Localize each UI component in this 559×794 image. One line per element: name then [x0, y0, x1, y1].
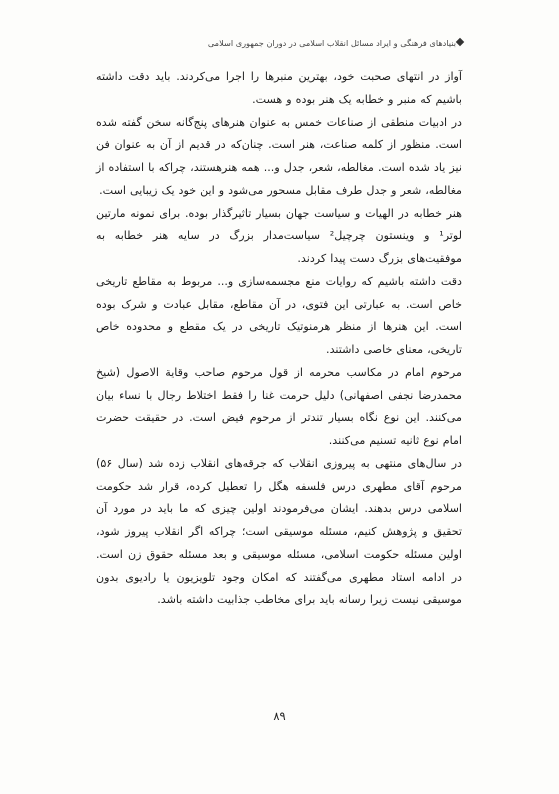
running-head-ornament [456, 38, 464, 46]
page-number: ۸۹ [273, 709, 286, 723]
body-text [96, 66, 462, 612]
running-head: بنیادهای فرهنگی و ایراد مسائل انقلاب اسلامی در دوران جمهوری اسلامی [207, 38, 456, 48]
paragraph-2: در ادبیات منطقی از صناعات خمس به عنوان هنرهای پنج‌گانه سخن گفته شده است. منظور از کلمه صناعت، هنر است. چنان‌که در قدیم از آن به عنوان فن نیز یاد شده است. مغالطه، شعر، جدل و... همه هنرهستند، چراکه با استفاده از مغالطه، شعر و جدل طرف مقابل مسحور می‌شود و این خود یک زیبایی است. [96, 115, 462, 197]
paragraph-1: آواز در انتهای صحبت خود، بهترین منبرها را اجرا می‌کردند. باید دقت داشته باشیم که منبر و خطابه یک هنر بوده و هست. [96, 70, 462, 106]
paragraph-4: دقت داشته باشیم که روایات منع مجسمه‌سازی و... مربوط به مقاطع تاریخی خاص است. به عبارتی این فتوی، در آن مقاطع، مقابل عبادت و شرک بوده است. این هنرها از منظر هرمنوتیک تاریخی در یک مقطع و محدوده خاص تاریخی، معنای خاصی داشتند. [96, 274, 462, 356]
paragraph-5: مرحوم امام در مکاسب محرمه از قول مرحوم صاحب وقایة الاصول (شیخ محمدرضا نجفی اصفهانی) دلیل حرمت غنا را فقط اختلاط رجال با نساء بیان می‌کنند. این نوع نگاه بسیار تندتر از مرحوم فیض است. در حقیقت حضرت امام نوع ثانیه تسنیم می‌کنند. [96, 365, 462, 447]
paragraph-3: هنر خطابه در الهیات و سیاست جهان بسیار تاثیرگذار بوده. برای نمونه مارتین لوتر¹ و وینستون چرچیل² سیاست‌مدار بزرگ در سایه هنر خطابه به موفقیت‌های بزرگ دست پیدا کردند. [96, 206, 463, 265]
paragraph-6: در سال‌های منتهی به پیروزی انقلاب که جرقه‌های انقلاب زده شد (سال ۵۶) مرحوم آقای مطهری درس فلسفه هگل را تعطیل کرده، قرار شد حکومت اسلامی درس بدهند. ایشان می‌فرمودند اولین چیزی که ما باید در مورد آن تحقیق و پژوهش کنیم، مسئله موسیقی است؛ چراکه اگر انقلاب پیروز شود، اولین مسئله حکومت اسلامی، مسئله موسیقی و بعد مسئله حقوق زن است. در ادامه استاد مطهری می‌گفتند که امکان وجود تلویزیون یا رادیوی بدون موسیقی نیست زیرا رسانه باید برای مخاطب جذابیت داشته باشد. [96, 456, 462, 607]
